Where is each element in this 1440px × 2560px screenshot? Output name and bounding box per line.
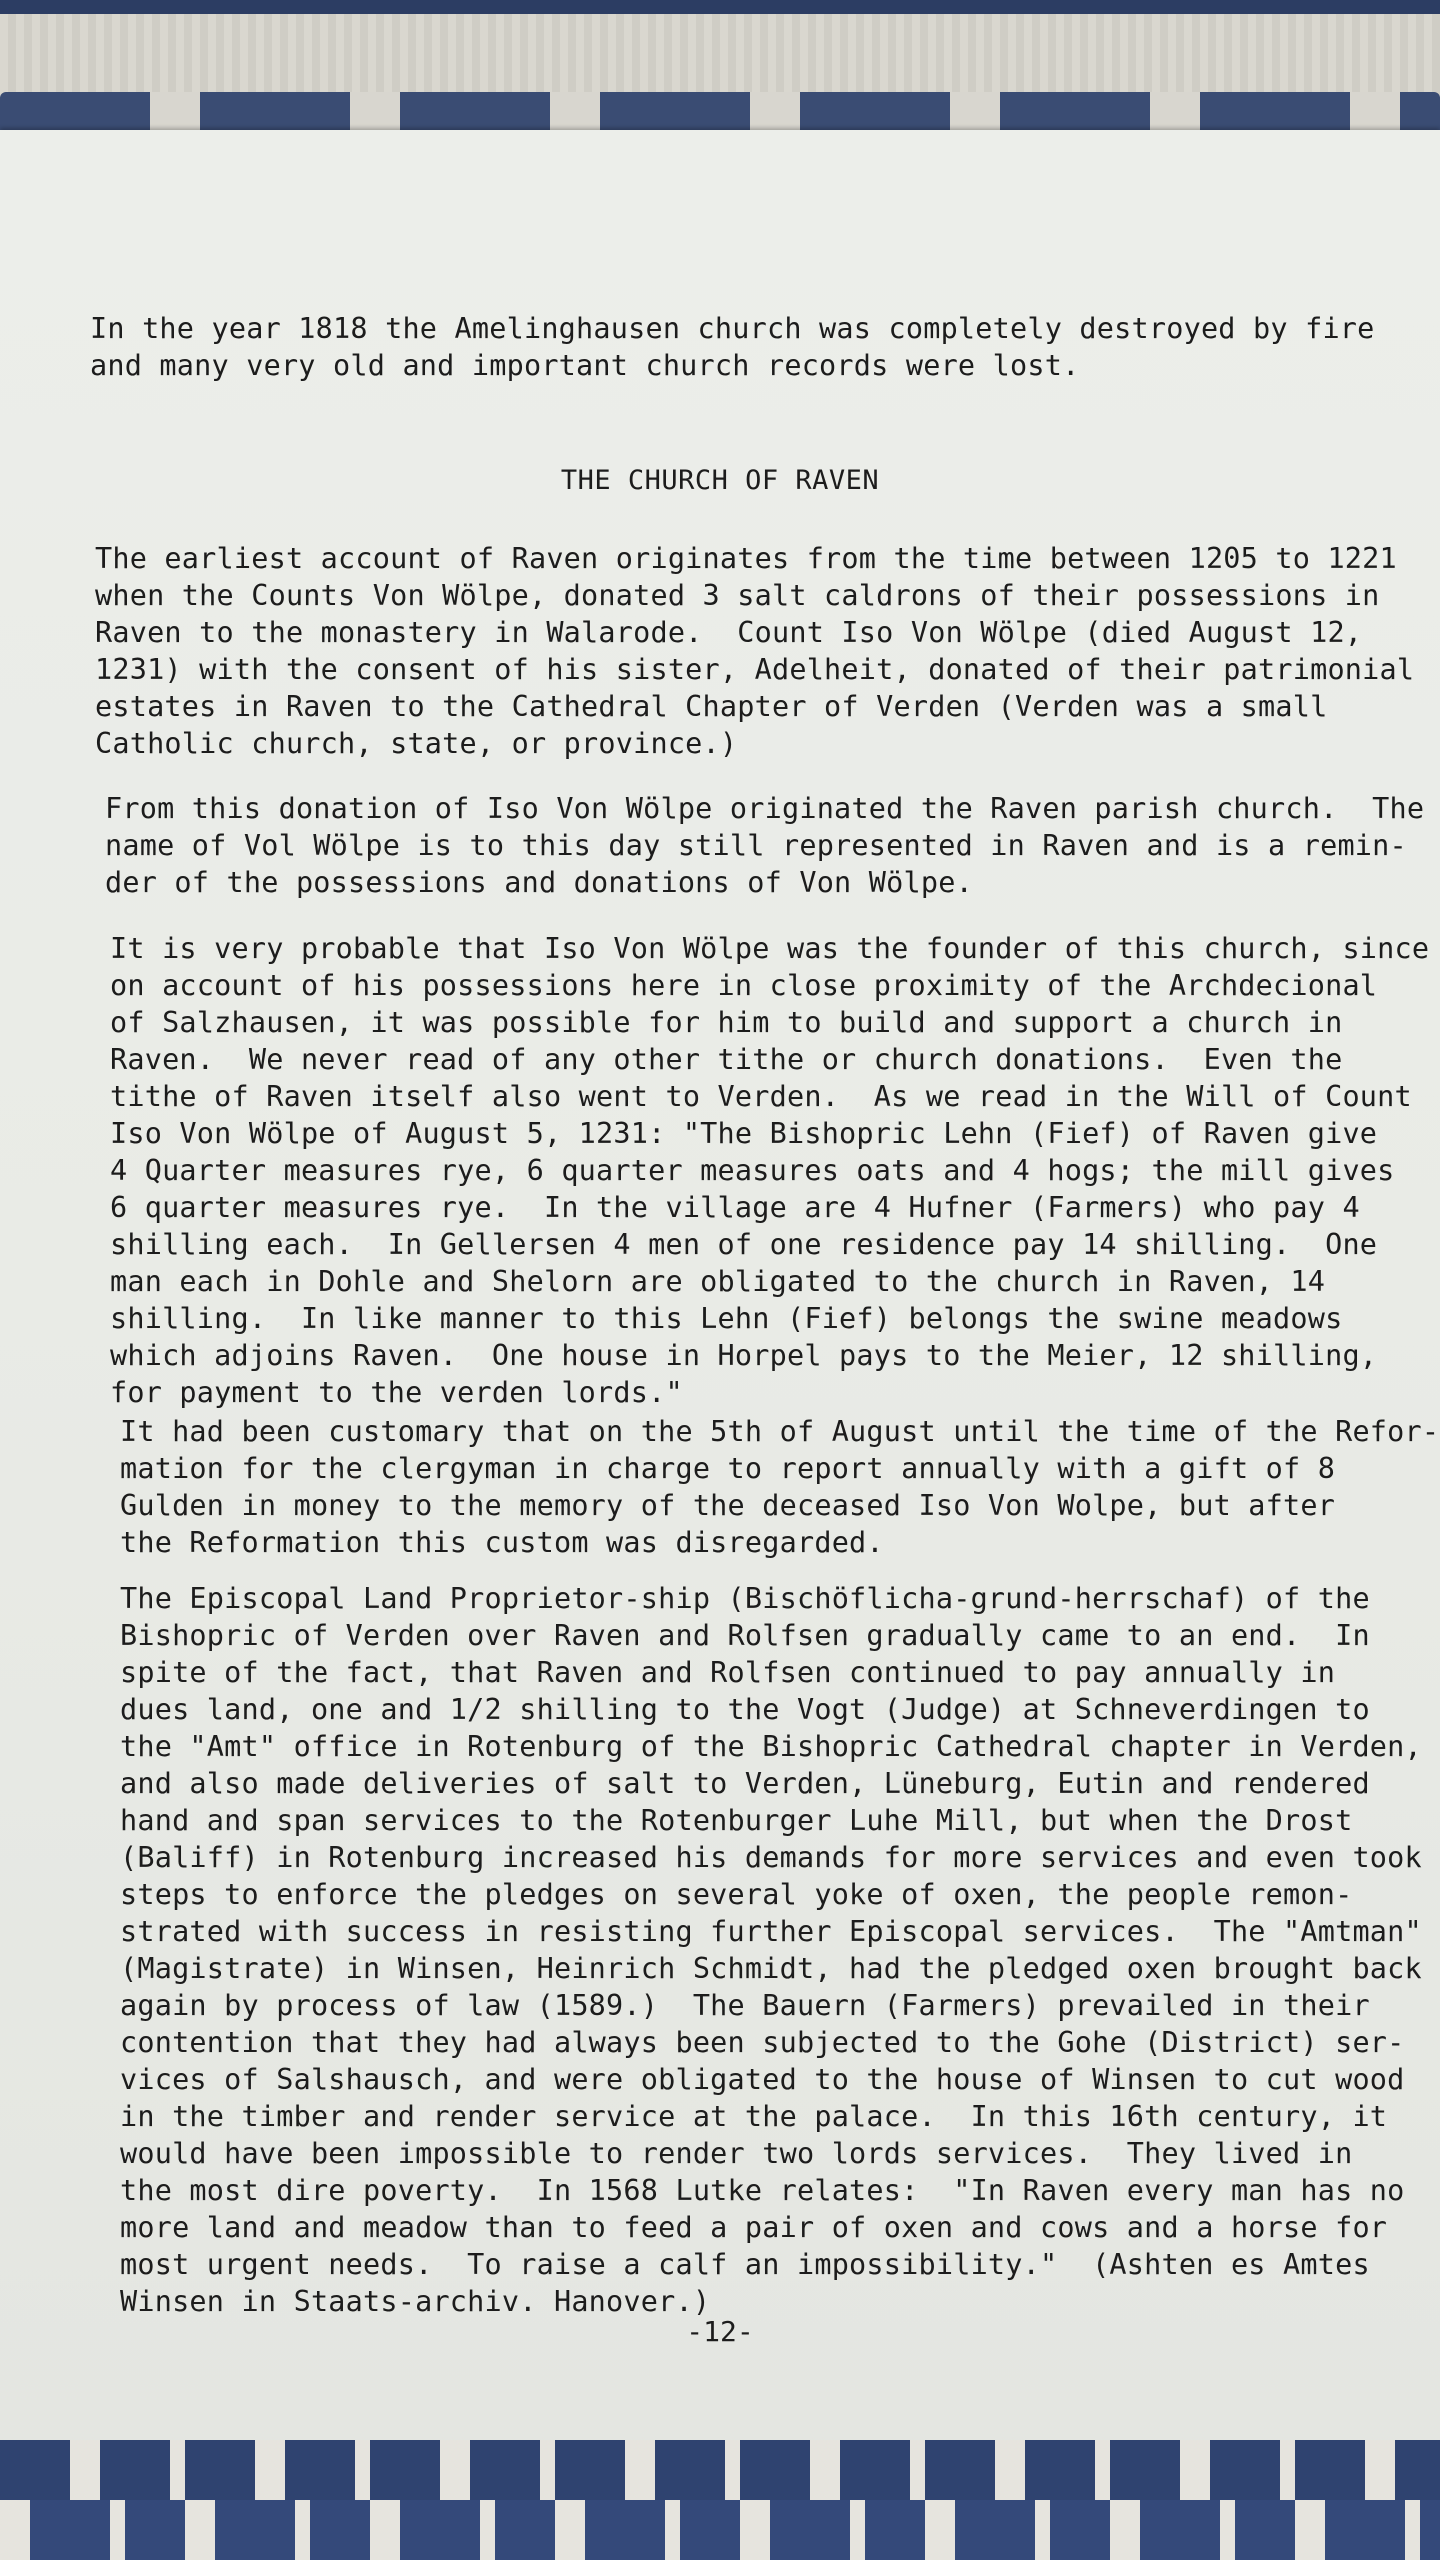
document-page <box>0 130 1440 2442</box>
paragraph-founder: It is very probable that Iso Von Wölpe was the founder of this church, since on account of his possessions here in close proximity of the Archdecional of Salzhausen, it was possible for him to build and support a church in Raven. We never read of any other tithe or church donations. Even the tithe of Raven itself also went to Verden. As we read in the Will of Count Iso Von Wölpe of August 5, 1231: "The Bishopric Lehn (Fief) of Raven give 4 Quarter measures rye, 6 quarter measures oats and 4 hogs; the mill gives 6 quarter measures rye. In the village are 4 Hufner (Farmers) who pay 4 shilling each. In Gellersen 4 men of one residence pay 14 shilling. One man each in Dohle and Shelorn are obligated to the church in Raven, 14 shilling. In like manner to this Lehn (Fief) belongs the swine meadows which adjoins Raven. One house in Horpel pays to the Meier, 12 shilling, for payment to the verden lords." <box>110 932 1430 1409</box>
fabric-edge <box>0 0 1440 14</box>
intro-paragraph: In the year 1818 the Amelinghausen church was completely destroyed by fire and many very old and important church records were lost. <box>90 312 1375 382</box>
fabric-pattern-row <box>0 2500 1440 2560</box>
paragraph-episcopal: The Episcopal Land Proprietor-ship (Bischöflicha-grund-herrschaf) of the Bishopric of Verden over Raven and Rolfsen gradually came to an end. In spite of the fact, that Raven and Rolfsen continued to pay annually in dues land, one and 1/2 shilling to the Vogt (Judge) at Schneverdingen to the "Amt" office in Rotenburg of the Bishopric Cathedral chapter in Verden, and also made deliveries of salt to Verden, Lüneburg, Eutin and rendered hand and span services to the Rotenburger Luhe Mill, but when the Drost (Baliff) in Rotenburg increased his demands for more services and even took steps to enforce the pledges on several yoke of oxen, the people remon- strated with success in resisting further Episcopal services. The "Amtman" (Magistrate) in Winsen, Heinrich Schmidt, had the pledged oxen brought back again by process of law (1589.) The Bauern (Farmers) prevailed in their contention that they had always been subjected to the Gohe (District) ser- vices of Salshausch, and were obligated to the house of Winsen to cut wood in the timber and render service at the palace. In this 16th century, it would have been impossible to render two lords services. They lived in the most dire poverty. In 1568 Lutke relates: "In Raven every man has no more land and meadow than to feed a pair of oxen and cows and a horse for most urgent needs. To raise a calf an impossibility." (Ashten es Amtes Winsen in Staats-archiv. Hanover.) <box>120 1582 1422 2318</box>
page-number: -12- <box>686 2315 754 2348</box>
fabric-background-bottom <box>0 2440 1440 2560</box>
fabric-background-top <box>0 0 1440 150</box>
section-heading: THE CHURCH OF RAVEN <box>560 465 880 496</box>
paragraph-donation: From this donation of Iso Von Wölpe originated the Raven parish church. The name of Vol Wölpe is to this day still represented in Raven and is a remin- der of the possessions and donations of Von Wölpe. <box>105 792 1425 899</box>
paragraph-custom: It had been customary that on the 5th of August until the time of the Refor- mation for the clergyman in charge to report annually with a gift of 8 Gulden in money to the memory of the deceased Iso Von Wolpe, but after the Reformation this custom was disregarded. <box>120 1415 1440 1559</box>
paragraph-earliest-account: The earliest account of Raven originates from the time between 1205 to 1221 when the Counts Von Wölpe, donated 3 salt caldrons of their possessions in Raven to the monastery in Walarode. Count Iso Von Wölpe (died August 12, 1231) with the consent of his sister, Adelheit, donated of their patrimonial estates in Raven to the Cathedral Chapter of Verden (Verden was a small Catholic church, state, or province.) <box>95 542 1415 760</box>
